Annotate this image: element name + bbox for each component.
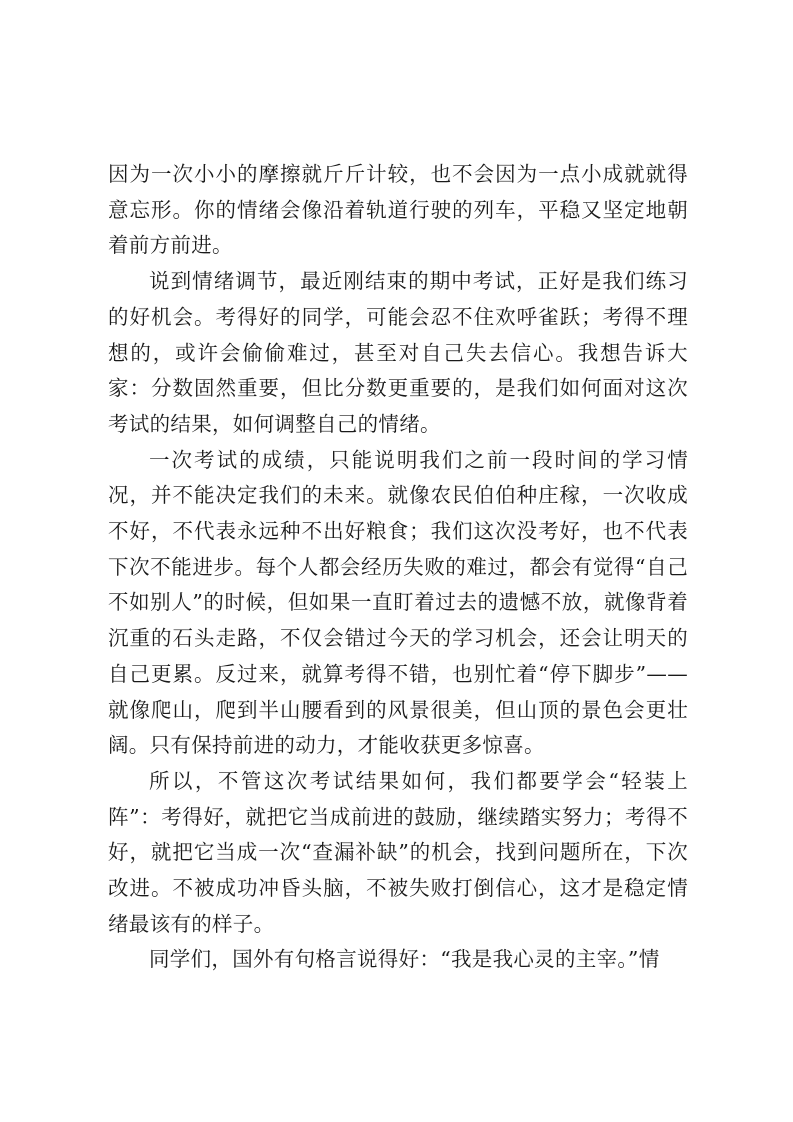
paragraph-2: 说到情绪调节，最近刚结束的期中考试，正好是我们练习的好机会。考得好的同学，可能会忍不住欢呼雀跃；考得不理想的，或许会偷偷难过，甚至对自己失去信心。我想告诉大家：分数固然重要，但比分数更重要的，是我们如何面对这次考试的结果，如何调整自己的情绪。 (108, 269, 688, 436)
document-page (108, 157, 688, 978)
paragraph-3: 一次考试的成绩，只能说明我们之前一段时间的学习情况，并不能决定我们的未来。就像农民伯伯种庄稼，一次收成不好，不代表永远种不出好粮食；我们这次没考好，也不代表下次不能进步。每个人都会经历失败的难过，都会有觉得“自己不如别人”的时候，但如果一直盯着过去的遗憾不放，就像背着沉重的石头走路，不仅会错过今天的学习机会，还会让明天的自己更累。反过来，就算考得不错，也别忙着“停下脚步”——就像爬山，爬到半山腰看到的风景很美，但山顶的景色会更壮阔。只有保持前进的动力，才能收获更多惊喜。 (108, 447, 688, 758)
paragraph-4: 所以，不管这次考试结果如何，我们都要学会“轻装上阵”：考得好，就把它当成前进的鼓励，继续踏实努力；考得不好，就把它当成一次“查漏补缺”的机会，找到问题所在，下次改进。不被成功冲昏头脑，不被失败打倒信心，这才是稳定情绪最该有的样子。 (108, 768, 688, 936)
paragraph-5: 同学们，国外有句格言说得好：“我是我心灵的主宰。”情 (149, 947, 660, 972)
paragraph-1: 因为一次小小的摩擦就斤斤计较，也不会因为一点小成就就得意忘形。你的情绪会像沿着轨道行驶的列车，平稳又坚定地朝着前方前进。 (108, 162, 688, 258)
